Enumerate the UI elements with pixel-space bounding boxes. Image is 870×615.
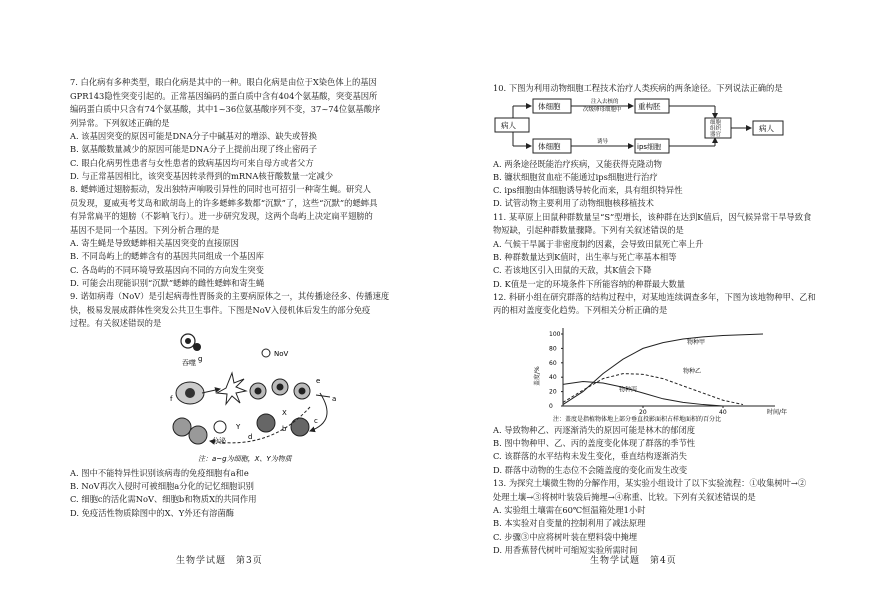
question-9 — [70, 290, 413, 520]
question-11-option-d: D. K值是一定的环境条件下所能容纳的种群最大数量 — [493, 278, 686, 289]
question-7-stem-line: GPR143隐性突变引起的。正常基因编码的蛋白质中含有404个氨基酸，突变基因所 — [70, 90, 378, 101]
nov-particle-icon — [262, 349, 270, 357]
question-7-stem-line: 列异常。下列叙述正确的是 — [70, 117, 170, 128]
label-bind: 吞噬 — [182, 358, 196, 367]
label-y: Y — [236, 422, 241, 431]
flow-tissue-line: 细胞 — [710, 119, 722, 126]
right-page-footer: 生物学试题 第4页 — [590, 556, 677, 566]
question-8-stem-line: 8. 蟋蟀通过翅膀振动，发出独特声响吸引异性的同时也可招引一种寄生蝇。研究人 — [70, 184, 371, 195]
x-tick-label: 20 — [639, 408, 647, 416]
immune-process-figure — [70, 331, 413, 467]
question-8-option-d: D. 可能会出现能识别“沉默”蟋蟀的雌性蟋蟀和寄生蝇 — [70, 278, 265, 289]
question-13-option-c: C. 步骤③中应将树叶装在塑料袋中掩埋 — [493, 531, 638, 542]
series-label-1: 物种甲 — [687, 338, 706, 346]
flow-injected: 注入去核的 — [591, 98, 619, 105]
coverage-chart-figure — [493, 318, 830, 424]
y-tick-label: 20 — [549, 388, 557, 396]
flow-tissue-line: 组织 — [710, 125, 722, 132]
question-13-option-a: A. 实验组土壤需在60℃恒温箱处理1小时 — [493, 505, 646, 516]
question-7-stem-line: 7. 白化病有多种类型，眼白化病是其中的一种。眼白化病是由位于X染色体上的基因 — [70, 77, 377, 87]
cell-icon — [214, 421, 226, 433]
label-nov: NoV — [274, 349, 289, 358]
flow-patient-2: 病人 — [759, 123, 774, 133]
question-10-option-d: D. 试管动物主要利用了动物细胞核移植技术 — [493, 198, 654, 209]
question-11-option-a: A. 气候干旱属于非密度制约因素，会导致田鼠死亡率上升 — [493, 238, 704, 249]
left-page-footer: 生物学试题 第3页 — [176, 556, 263, 566]
question-7-stem-line: 编码蛋白质中只含有74个氨基酸，其中1~36位氨基酸序列不变，37~74位氨基酸序 — [70, 104, 381, 114]
label-e: e — [316, 376, 321, 385]
y-tick-label: 80 — [549, 345, 557, 353]
cell-icon — [291, 418, 309, 436]
question-12-option-b: B. 图中物种甲、乙、丙的盖度变化体现了群落的季节性 — [493, 438, 696, 449]
question-11-option-b: B. 种群数量达到K值时，出生率与死亡率基本相等 — [493, 251, 677, 262]
cell-icon — [257, 414, 275, 432]
label-b: b — [282, 424, 287, 433]
cell-engineering-flowchart — [493, 96, 830, 158]
immune-process-diagram — [70, 331, 410, 467]
label-g: g — [198, 354, 203, 363]
flow-somatic-cell: 体细胞 — [538, 101, 561, 111]
flow-reconstructed-embryo: 重构胚 — [638, 101, 661, 111]
question-13-option-d: D. 用香蕉替代树叶可缩短实验所需时间 — [493, 544, 638, 555]
series-line-2 — [563, 373, 743, 404]
cell-icon — [173, 418, 191, 436]
label-fenmi: 分泌 — [212, 436, 226, 445]
label-a: a — [332, 394, 337, 403]
question-11-option-c: C. 若该地区引入田鼠的天敌，其K值会下降 — [493, 265, 652, 276]
series-line-3 — [563, 381, 723, 405]
question-9-stem-line: 快，极易发展成群体性突发公共卫生事件。下图是NoV入侵机体后发生的部分免疫 — [70, 304, 371, 315]
series-line-1 — [563, 334, 763, 405]
x-axis-label: 时间/年 — [767, 408, 788, 416]
question-11-stem-line: 物短缺，引起种群数量骤降。下列有关叙述错误的是 — [493, 225, 684, 236]
figure-caption: 注：a~g为细胞，X、Y为物质 — [198, 454, 292, 463]
label-x: X — [282, 408, 287, 417]
question-7 — [70, 76, 413, 183]
question-13-stem-line: 处理土壤→③将树叶装袋后掩埋→④称重、比较。下列有关叙述错误的是 — [493, 491, 756, 502]
y-tick-label: 60 — [549, 359, 557, 367]
question-12-option-c: C. 该群落的水平结构未发生变化，垂直结构逐渐消失 — [493, 451, 687, 462]
question-12-option-d: D. 群落中动物的生态位不会随盖度的变化而发生改变 — [493, 464, 688, 475]
question-12-stem-line: 丙的相对盖度变化趋势。下列相关分析正确的是 — [493, 305, 668, 316]
y-tick-label: 100 — [549, 330, 561, 338]
question-11 — [493, 211, 830, 291]
series-label-3: 物种丙 — [619, 386, 638, 394]
y-axis-label: 盖度/% — [534, 366, 541, 386]
label-f: f — [170, 394, 173, 403]
question-8 — [70, 183, 413, 290]
question-13 — [493, 477, 830, 557]
chart-caption: 注：盖度是指植物体地上部分垂直投影面积占样地面积的百分比 — [553, 415, 722, 423]
series-label-2: 物种乙 — [683, 367, 702, 375]
question-8-stem-line: 有异常扁平的翅膀（不影响飞行）。进一步研究发现，这两个岛屿上决定扁平翅膀的 — [70, 211, 373, 222]
flow-ips-cell: ips细胞 — [637, 142, 662, 151]
question-12-stem-line: 12. 科研小组在研究群落的结构过程中，对某地连续调查多年，下图为该地物种甲、乙和 — [493, 291, 816, 302]
question-7-option-b: B. 氨基酸数量减少的原因可能是DNA分子上提前出现了终止密码子 — [70, 144, 317, 155]
question-10-option-a: A. 两条途径既能治疗疾病，又能获得克隆动物 — [493, 158, 662, 169]
dendritic-cell-icon — [217, 373, 246, 404]
question-9-option-d: D. 免疫活性物质除图中的X、Y外还有溶菌酶 — [70, 507, 235, 518]
question-10-option-c: C. ips细胞由体细胞诱导转化而来，具有组织特异性 — [493, 185, 683, 196]
question-13-option-b: B. 本实验对自变量的控制利用了减法原理 — [493, 518, 646, 529]
question-11-stem-line: 11. 某草原上田鼠种群数量呈“S”型增长，该种群在达到K值后，因气候异常干旱导致食 — [493, 211, 812, 222]
question-9-option-c: C. 细胞c的活化需NoV、细胞b和物质X的共同作用 — [70, 494, 257, 505]
question-7-option-a: A. 该基因突变的原因可能是DNA分子中碱基对的增添、缺失或替换 — [70, 131, 317, 141]
flowchart-svg — [493, 96, 833, 158]
question-9-stem-line: 9. 诺如病毒（NoV）是引起病毒性胃肠炎的主要病原体之一，其传播途径多、传播速度 — [70, 291, 390, 302]
question-8-stem-line: 员发现，夏威夷考艾岛和欧胡岛上的许多蟋蟀多数都“沉默”了，这些“沉默”的蟋蟀具 — [70, 197, 378, 208]
flow-patient: 病人 — [501, 120, 516, 130]
question-13-stem-line: 13. 为探究土壤微生物的分解作用，某实验小组设计了以下实验流程：①收集树叶→② — [493, 478, 807, 489]
flow-tissue-line: 器官 — [710, 131, 722, 138]
question-9-stem-line: 过程。有关叙述错误的是 — [70, 318, 162, 329]
right-page — [435, 0, 870, 615]
question-9-option-b: B. NoV再次入侵时可被细胞a分化的记忆细胞识别 — [70, 481, 254, 492]
question-8-option-c: C. 各岛屿的不同环境导致基因向不同的方向发生突变 — [70, 264, 264, 275]
question-12 — [493, 291, 830, 477]
y-tick-label: 40 — [549, 374, 557, 382]
question-8-stem-line: 基因不是同一个基因。下列分析合理的是 — [70, 224, 220, 235]
question-10 — [493, 82, 830, 211]
question-8-option-a: A. 寄生蝇是导致蟋蟀相关基因突变的直接原因 — [70, 238, 239, 249]
x-tick-label: 40 — [719, 408, 727, 416]
coverage-line-chart — [493, 318, 833, 424]
flow-oocyte: 次级卵母细胞中 — [583, 106, 622, 113]
question-10-stem-line: 10. 下图为利用动物细胞工程技术治疗人类疾病的两条途径。下列说法正确的是 — [493, 83, 783, 93]
label-c: c — [314, 416, 318, 425]
y-tick-label: 0 — [549, 402, 553, 410]
question-10-option-b: B. 镰状细胞贫血症不能通过ips细胞进行治疗 — [493, 171, 658, 182]
question-8-option-b: B. 不同岛屿上的蟋蟀含有的基因共同组成一个基因库 — [70, 251, 264, 262]
question-9-option-a: A. 图中不能特异性识别该病毒的免疫细胞有a和e — [70, 467, 249, 478]
flow-somatic-cell-2: 体细胞 — [538, 141, 561, 151]
question-12-option-a: A. 导致物种乙、丙逐渐消失的原因可能是林木的郁闭度 — [493, 424, 696, 435]
cell-icon — [189, 426, 207, 444]
flow-induce: 诱导 — [597, 138, 609, 145]
label-d: d — [248, 432, 253, 441]
question-7-option-c: C. 眼白化病男性患者与女性患者的致病基因均可来自母方或者父方 — [70, 157, 314, 168]
question-7-option-d: D. 与正常基因相比，该突变基因转录得到的mRNA核苷酸数量一定减少 — [70, 170, 334, 181]
